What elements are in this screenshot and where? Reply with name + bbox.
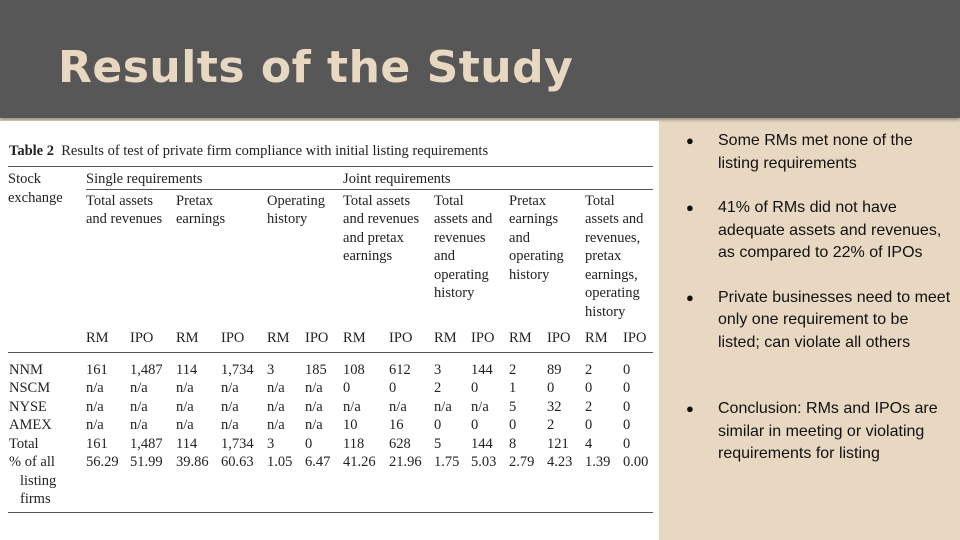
requirement-header: Pretax earnings and operating history <box>509 192 564 283</box>
joint-requirements-header: Joint requirements <box>343 167 653 189</box>
value-cell: 2 <box>434 380 442 396</box>
table-row <box>8 453 653 512</box>
value-cell: 114 <box>176 435 198 452</box>
value-cell: 1 <box>509 380 517 396</box>
value-cell: 4.23 <box>547 453 585 512</box>
exchange-cell: NSCM <box>9 380 51 396</box>
value-cell: 3 <box>267 435 275 452</box>
rm-column-header: RM <box>86 321 130 352</box>
value-cell: 89 <box>547 361 562 378</box>
value-cell: 2 <box>585 398 593 415</box>
value-cell: 1.05 <box>267 453 305 512</box>
bullet-dot-icon: ● <box>686 200 694 215</box>
requirement-header: Pretax earnings <box>176 192 226 227</box>
stub-spacer <box>8 321 86 352</box>
ipo-column-header: IPO <box>623 321 653 352</box>
compliance-table <box>8 167 653 513</box>
value-cell: 0 <box>305 435 313 452</box>
value-cell: n/a <box>176 380 194 396</box>
value-cell: 0 <box>434 417 442 433</box>
value-cell: 60.63 <box>221 453 267 512</box>
value-cell: 0.00 <box>623 453 653 512</box>
value-cell: 612 <box>389 361 411 378</box>
value-cell: 5 <box>509 398 517 415</box>
exchange-cell: AMEX <box>9 417 52 433</box>
bullet-text: 41% of RMs did not have adequate assets and revenues, as compared to 22% of IPOs <box>718 199 942 261</box>
value-cell: 144 <box>471 435 493 452</box>
value-cell: 0 <box>623 435 631 452</box>
value-cell: 5.03 <box>471 453 509 512</box>
value-cell: n/a <box>267 398 285 415</box>
value-cell: n/a <box>176 417 194 433</box>
value-cell: 32 <box>547 398 562 415</box>
rm-column-header: RM <box>267 321 305 352</box>
value-cell: n/a <box>305 380 323 396</box>
bullet-item <box>684 130 952 175</box>
value-cell: 0 <box>471 417 479 433</box>
table-image-panel <box>0 121 659 540</box>
ipo-column-header: IPO <box>389 321 434 352</box>
rm-column-header: RM <box>343 321 389 352</box>
value-cell: 16 <box>389 417 404 433</box>
bullet-item <box>684 287 952 355</box>
value-cell: 0 <box>547 380 555 396</box>
value-cell: 108 <box>343 361 365 378</box>
ipo-column-header: IPO <box>471 321 509 352</box>
findings-list <box>684 130 952 466</box>
requirement-header: Total assets and revenues and operating history <box>434 192 493 301</box>
value-cell: 118 <box>343 435 365 452</box>
value-cell: 41.26 <box>343 453 389 512</box>
value-cell: 0 <box>509 417 517 433</box>
ipo-column-header: IPO <box>305 321 343 352</box>
value-cell: n/a <box>130 380 148 396</box>
value-cell: 0 <box>585 380 593 396</box>
value-cell: 0 <box>389 380 397 396</box>
value-cell: n/a <box>343 398 361 415</box>
value-cell: 0 <box>585 417 593 433</box>
bullet-dot-icon: ● <box>686 133 694 148</box>
table-row <box>8 416 653 435</box>
value-cell: n/a <box>471 398 489 415</box>
value-cell: 3 <box>267 361 275 378</box>
rm-column-header: RM <box>585 321 623 352</box>
value-cell: 1,487 <box>130 361 163 378</box>
exchange-cell: Total <box>9 435 39 452</box>
stub-header: Stock exchange <box>8 171 63 206</box>
value-cell: 2.79 <box>509 453 547 512</box>
value-cell: n/a <box>221 398 239 415</box>
requirement-header: Operating history <box>267 192 325 227</box>
table-caption <box>8 126 653 167</box>
table-label: Table 2 <box>9 143 54 159</box>
value-cell: n/a <box>130 398 148 415</box>
value-cell: 2 <box>585 361 593 378</box>
bullet-text: Conclusion: RMs and IPOs are similar in meeting or violating requirements for listing <box>718 400 938 462</box>
value-cell: n/a <box>305 417 323 433</box>
bullet-text: Private businesses need to meet only one requirement to be listed; can violate all others <box>718 288 951 351</box>
value-cell: 5 <box>434 435 442 452</box>
title-bar <box>0 0 960 118</box>
exchange-cell: % of all listing firms <box>8 453 86 512</box>
single-requirements-header: Single requirements <box>86 167 343 189</box>
value-cell: n/a <box>221 417 239 433</box>
value-cell: 0 <box>623 361 631 378</box>
value-cell: 121 <box>547 435 569 452</box>
value-cell: 0 <box>471 380 479 396</box>
exchange-cell: NNM <box>9 361 43 378</box>
value-cell: n/a <box>221 380 239 396</box>
requirement-header: Total assets and revenues, pretax earnings, operating history <box>585 192 644 320</box>
bullet-text: Some RMs met none of the listing requirements <box>718 132 913 172</box>
value-cell: 628 <box>389 435 411 452</box>
table-row <box>8 435 653 454</box>
value-cell: 51.99 <box>130 453 176 512</box>
bullet-item <box>684 197 952 265</box>
table-body <box>8 352 653 512</box>
requirement-header: Total assets and revenues and pretax earnings <box>343 192 420 264</box>
value-cell: 1.75 <box>434 453 471 512</box>
value-cell: n/a <box>434 398 452 415</box>
ipo-column-header: IPO <box>547 321 585 352</box>
value-cell: 2 <box>509 361 517 378</box>
value-cell: n/a <box>389 398 407 415</box>
value-cell: 0 <box>623 417 631 433</box>
value-cell: 114 <box>176 361 198 378</box>
group-header-row <box>8 167 653 189</box>
value-cell: 0 <box>623 380 631 396</box>
value-cell: 185 <box>305 361 327 378</box>
value-cell: n/a <box>86 417 104 433</box>
value-cell: 21.96 <box>389 453 434 512</box>
value-cell: 0 <box>343 380 351 396</box>
requirement-header-row <box>8 189 653 321</box>
ipo-column-header: IPO <box>130 321 176 352</box>
value-cell: 1,487 <box>130 435 163 452</box>
value-cell: 4 <box>585 435 593 452</box>
value-cell: 0 <box>623 398 631 415</box>
value-cell: n/a <box>267 417 285 433</box>
table-caption-text: Results of test of private firm compliance with initial listing requirements <box>61 143 489 159</box>
value-cell: 6.47 <box>305 453 343 512</box>
rm-column-header: RM <box>176 321 221 352</box>
value-cell: n/a <box>130 417 148 433</box>
value-cell: 39.86 <box>176 453 221 512</box>
value-cell: 1,734 <box>221 435 254 452</box>
exchange-cell: NYSE <box>9 398 47 415</box>
value-cell: 10 <box>343 417 358 433</box>
table-row <box>8 379 653 398</box>
value-cell: n/a <box>86 398 104 415</box>
rm-column-header: RM <box>434 321 471 352</box>
value-cell: 1,734 <box>221 361 254 378</box>
rm-column-header: RM <box>509 321 547 352</box>
results-table <box>8 126 653 513</box>
value-cell: 1.39 <box>585 453 623 512</box>
value-cell: 8 <box>509 435 517 452</box>
bullet-item <box>684 398 952 466</box>
value-cell: n/a <box>305 398 323 415</box>
slide-title: Results of the Study <box>58 42 574 93</box>
value-cell: 56.29 <box>86 453 130 512</box>
requirement-header: Total assets and revenues <box>86 192 163 227</box>
value-cell: 161 <box>86 361 108 378</box>
value-cell: 161 <box>86 435 108 452</box>
value-cell: 3 <box>434 361 442 378</box>
bullet-dot-icon: ● <box>686 401 694 416</box>
rm-ipo-header-row <box>8 321 653 352</box>
value-cell: n/a <box>86 380 104 396</box>
value-cell: 144 <box>471 361 493 378</box>
value-cell: n/a <box>176 398 194 415</box>
table-row <box>8 352 653 379</box>
value-cell: 2 <box>547 417 555 433</box>
table-row <box>8 398 653 417</box>
bullet-dot-icon: ● <box>686 289 694 305</box>
ipo-column-header: IPO <box>221 321 267 352</box>
value-cell: n/a <box>267 380 285 396</box>
